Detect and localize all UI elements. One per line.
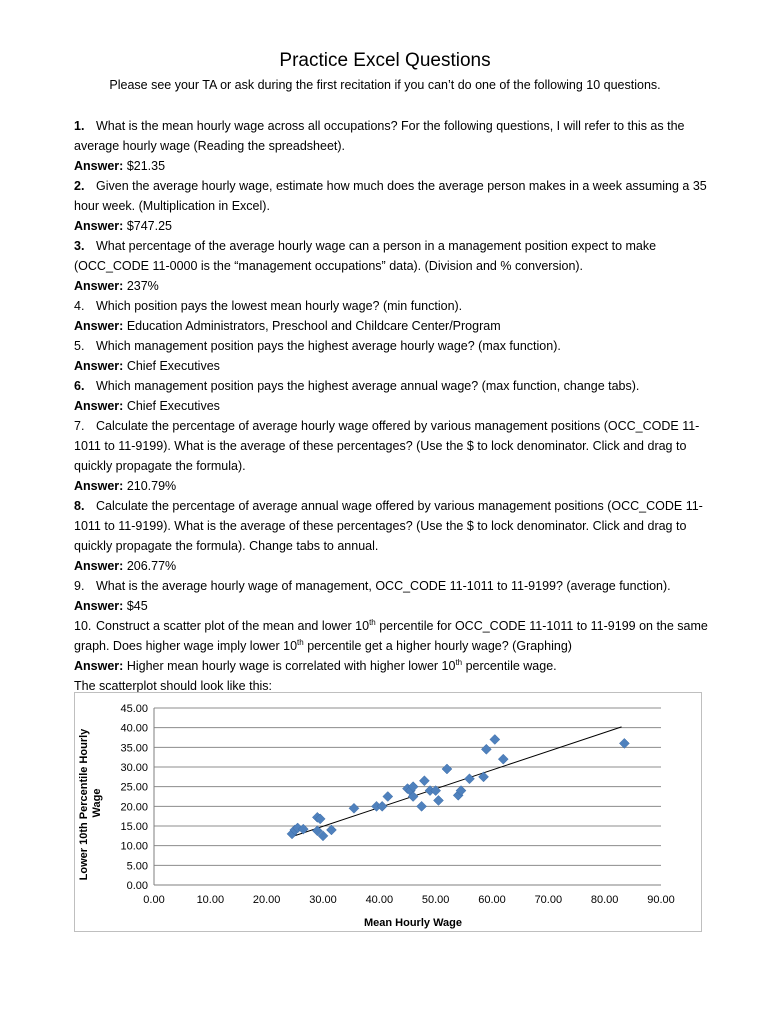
answer-value: Chief Executives: [126, 359, 220, 373]
data-points: [287, 734, 629, 840]
answer-value: 210.79%: [126, 479, 177, 493]
question-number: 9.: [74, 579, 85, 593]
superscript-th: th: [297, 637, 304, 647]
question-5: [74, 336, 722, 356]
y-tick-label: 45.00: [120, 703, 148, 715]
document-subtitle: Please see your TA or ask during the first recitation if you can’t do one of the following 10 questions.: [109, 78, 661, 92]
data-point-marker: [349, 803, 359, 813]
question-text: Calculate the percentage of average hourly wage offered by various management positions (OCC_CODE 11-1011 to 11-9199). What is the average of these percentages? (Use the $ to lock denominator. Click and drag to quickly propagate the formula).: [74, 419, 700, 473]
x-tick-label: 30.00: [309, 894, 337, 906]
answer-label: Answer:: [74, 219, 124, 233]
data-point-marker: [481, 744, 491, 754]
y-axis-ticks: [120, 703, 148, 892]
x-tick-label: 20.00: [252, 894, 281, 906]
x-tick-label: 0.00: [143, 894, 165, 906]
y-tick-label: 40.00: [120, 722, 148, 735]
data-point-marker: [479, 772, 489, 782]
question-2: [74, 176, 722, 216]
y-tick-label: 5.00: [126, 860, 148, 873]
answer-value: $21.35: [126, 159, 166, 173]
data-point-marker: [433, 795, 443, 805]
answer-10: [74, 656, 722, 676]
question-text: What is the average hourly wage of management, OCC_CODE 11-1011 to 11-9199? (average function).: [96, 579, 671, 593]
question-8: [74, 496, 722, 556]
data-point-marker: [464, 774, 474, 784]
answer-3: [74, 276, 722, 296]
y-tick-label: 10.00: [120, 840, 148, 853]
questions-list: [74, 116, 722, 696]
answer-value: Chief Executives: [126, 399, 220, 413]
data-point-marker: [377, 801, 387, 811]
answer-value: $45: [126, 599, 148, 613]
answer-9: [74, 596, 722, 616]
answer-value: 237%: [126, 279, 159, 293]
answer-label: Answer:: [74, 279, 124, 293]
answer-value-a: Higher mean hourly wage is correlated with higher lower 10: [126, 659, 456, 673]
data-point-marker: [442, 764, 452, 774]
question-3: [74, 236, 722, 276]
data-point-marker: [490, 734, 500, 744]
question-text: Which position pays the lowest mean hourly wage? (min function).: [96, 299, 463, 313]
question-1: [74, 116, 722, 156]
answer-value: 206.77%: [126, 559, 177, 573]
question-number: 6.: [74, 379, 85, 393]
y-tick-label: 35.00: [120, 742, 148, 755]
x-axis-label: Mean Hourly Wage: [364, 917, 462, 929]
answer-4: [74, 316, 722, 336]
superscript-th: th: [369, 617, 376, 627]
question-number: 7.: [74, 419, 85, 433]
trendline: [292, 727, 622, 837]
x-axis-ticks: [143, 894, 674, 906]
answer-label: Answer:: [74, 479, 124, 493]
question-text: Which management position pays the highest average annual wage? (max function, change tabs).: [96, 379, 640, 393]
answer-label: Answer:: [74, 399, 124, 413]
y-tick-label: 30.00: [120, 762, 148, 774]
answer-label: Answer:: [74, 659, 124, 673]
question-7: [74, 416, 722, 476]
answer-2: [74, 216, 722, 236]
question-6: [74, 376, 722, 396]
question-number: 1.: [74, 119, 85, 133]
scatterplot-intro: The scatterplot should look like this:: [74, 679, 273, 693]
question-text: What is the mean hourly wage across all occupations? For the following questions, I will refer to this as the average hourly wage (Reading the spreadsheet).: [74, 119, 685, 153]
x-tick-label: 80.00: [590, 894, 619, 906]
question-number: 8.: [74, 499, 85, 513]
data-point-marker: [383, 792, 393, 802]
document-title: Practice Excel Questions: [279, 50, 491, 71]
data-point-marker: [417, 801, 427, 811]
answer-label: Answer:: [74, 359, 124, 373]
question-number: 3.: [74, 239, 85, 253]
answer-6: [74, 396, 722, 416]
answer-label: Answer:: [74, 599, 124, 613]
question-text: Which management position pays the highest average hourly wage? (max function).: [96, 339, 561, 353]
question-text-b: percentile for OCC_CODE 11-1011 to 11-9199 on the same graph. Does higher wage imply lower 10: [74, 619, 708, 653]
question-number: 10.: [74, 619, 92, 633]
question-text-a: Construct a scatter plot of the mean and lower 10: [96, 619, 370, 633]
answer-5: [74, 356, 722, 376]
scatter-chart: [75, 693, 701, 931]
question-number: 2.: [74, 179, 85, 193]
answer-label: Answer:: [74, 159, 124, 173]
data-point-marker: [419, 776, 429, 786]
x-tick-label: 90.00: [647, 894, 675, 906]
question-4: [74, 296, 722, 316]
y-axis-label: Lower 10th Percentile Hourly Wage: [78, 728, 103, 881]
answer-8: [74, 556, 722, 576]
y-tick-label: 20.00: [120, 801, 148, 814]
answer-value: Education Administrators, Preschool and Childcare Center/Program: [126, 319, 501, 333]
question-text-c: percentile get a higher hourly wage? (Graphing): [303, 639, 572, 653]
question-number: 5.: [74, 339, 85, 353]
question-10: [74, 616, 722, 656]
question-text: What percentage of the average hourly wage can a person in a management position expect to make (OCC_CODE 11-0000 is the “management occupations” data). (Division and % conversion).: [74, 239, 657, 273]
answer-1: [74, 156, 722, 176]
question-9: [74, 576, 722, 596]
answer-label: Answer:: [74, 319, 124, 333]
chart-gridlines: [154, 708, 661, 885]
x-tick-label: 60.00: [478, 894, 506, 906]
answer-value: $747.25: [126, 219, 172, 233]
question-number: 4.: [74, 299, 85, 313]
y-tick-label: 0.00: [126, 880, 148, 892]
answer-7: [74, 476, 722, 496]
x-tick-label: 40.00: [365, 894, 394, 906]
question-text: Calculate the percentage of average annual wage offered by various management positions (OCC_CODE 11-1011 to 11-9199). What is the average of these percentages? (Use the $ to lock denominator. Click and drag to quickly propagate the formula). Change tabs to annual.: [74, 499, 703, 553]
answer-label: Answer:: [74, 559, 124, 573]
y-tick-label: 15.00: [120, 821, 148, 833]
y-tick-label: 25.00: [120, 781, 148, 794]
x-tick-label: 10.00: [196, 894, 225, 906]
x-tick-label: 70.00: [534, 894, 563, 906]
data-point-marker: [498, 754, 508, 764]
scatter-chart-frame: [74, 692, 702, 932]
answer-value-b: percentile wage.: [462, 659, 557, 673]
question-text: Given the average hourly wage, estimate how much does the average person makes in a week assuming a 35 hour week. (Multiplication in Excel).: [74, 179, 707, 213]
x-tick-label: 50.00: [421, 894, 450, 906]
superscript-th: th: [455, 657, 463, 667]
trendline-line: [292, 727, 622, 837]
